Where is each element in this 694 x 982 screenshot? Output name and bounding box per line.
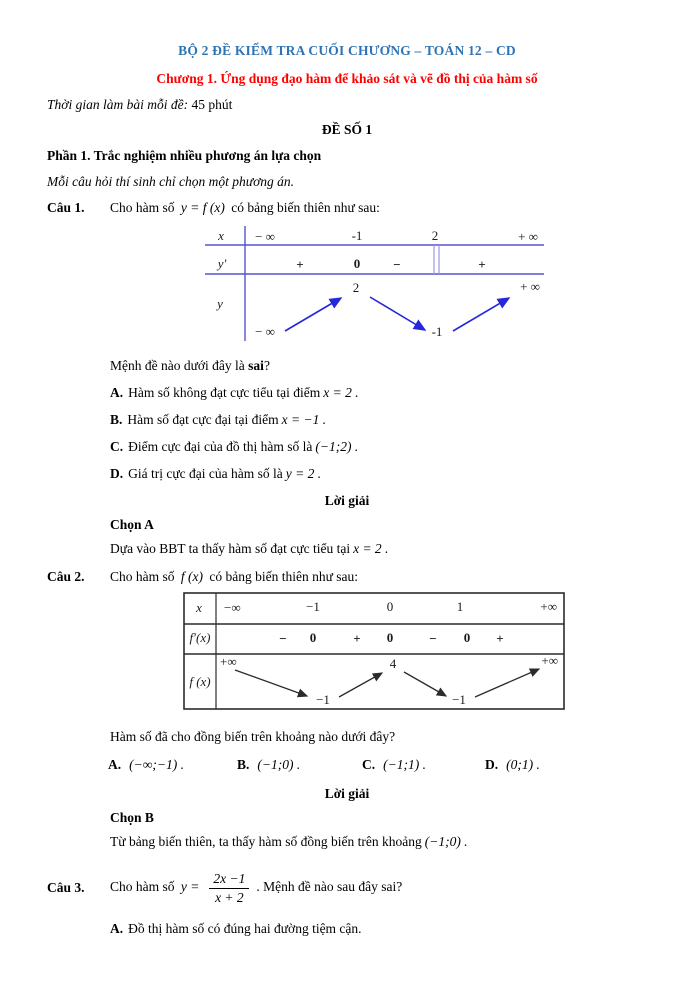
bbt2-f-min1: −1 [316, 692, 330, 707]
bbt1-arrow-up-1 [285, 298, 341, 331]
option-text: Điểm cực đại của đồ thị hàm số là [128, 439, 313, 454]
question3-label: Câu 3. [47, 880, 85, 895]
explanation-period: . [384, 541, 389, 556]
question1-stem-math: y = f (x) [180, 200, 225, 215]
option-period: . [296, 757, 300, 772]
bbt1-x-label: x [218, 228, 224, 243]
option-text: Giá trị cực đại của hàm số là [128, 466, 283, 481]
question1-option-a [110, 379, 647, 406]
option-period: . [354, 385, 359, 400]
document-title: BỘ 2 ĐỀ KIỂM TRA CUỐI CHƯƠNG – TOÁN 12 – CD [178, 43, 516, 58]
question2-stem-post: có bảng biến thiên như sau: [209, 569, 359, 584]
option-label: A. [110, 921, 124, 936]
option-math: x = 2 [323, 385, 352, 400]
bbt2-fprime-label: f′(x) [189, 630, 211, 645]
option-math: (−1;2) [315, 439, 352, 454]
exam-number: ĐỀ SỐ 1 [321, 122, 373, 137]
explanation-period: . [463, 834, 468, 849]
option-math: (−1;1) [383, 757, 420, 772]
option-math: x = −1 [281, 412, 320, 427]
question2-stem-math: f (x) [180, 569, 203, 584]
bbt1-yprime-sign: − [393, 257, 401, 272]
question1-option-d [110, 460, 647, 487]
bbt1-y-label: y [217, 296, 223, 311]
question2-option-d [485, 750, 540, 780]
option-period: . [536, 757, 540, 772]
explanation-math: x = 2 [353, 541, 382, 556]
option-math: (0;1) [506, 757, 534, 772]
question1-prompt [110, 352, 647, 379]
option-label: C. [110, 439, 124, 454]
variation-table-q2-svg [183, 592, 565, 710]
question1-prompt-post: ? [263, 358, 270, 373]
question2-stem [47, 567, 647, 587]
time-limit-line [47, 96, 647, 113]
bbt1-yprime-sign: + [478, 257, 486, 272]
question3-stem [47, 866, 647, 910]
time-limit-label: Thời gian làm bài mỗi đề: [47, 97, 189, 112]
question1-option-b [110, 406, 647, 433]
bbt2-fprime-sign: + [496, 631, 504, 646]
bbt2-x-value: 1 [456, 599, 464, 614]
bbt2-fprime-sign: − [429, 631, 437, 646]
question2-choice: Chọn B [110, 810, 154, 825]
bbt2-fprime-sign: 0 [309, 630, 317, 645]
bbt1-yprime-sign: + [296, 257, 304, 272]
option-text: Hàm số đạt cực đại tại điểm [127, 412, 279, 427]
option-math: y = 2 [285, 466, 315, 481]
question2-explanation [110, 830, 647, 854]
question2-option-b [237, 750, 300, 780]
bbt2-f-start: +∞ [220, 654, 237, 669]
question2-stem-pre: Cho hàm số [110, 569, 175, 584]
question1-prompt-bold: sai [248, 358, 264, 373]
option-period: . [422, 757, 426, 772]
variation-table-q1 [197, 224, 647, 348]
bbt1-y-start: − ∞ [255, 324, 275, 339]
bbt2-x-value: −∞ [224, 600, 241, 615]
option-label: D. [110, 466, 124, 481]
question2-label: Câu 2. [47, 569, 85, 584]
fraction-denominator: x + 2 [215, 889, 244, 905]
question1-label: Câu 1. [47, 200, 85, 215]
variation-table-q1-svg [197, 224, 557, 344]
fraction [206, 871, 252, 905]
option-math: (−∞;−1) [129, 757, 178, 772]
question1-prompt-pre: Mệnh đề nào dưới đây là [110, 358, 245, 373]
question1-explanation [110, 537, 647, 561]
question3-y-equals: y = [180, 879, 200, 895]
question1-option-c [110, 433, 647, 460]
time-limit-value: 45 phút [191, 97, 233, 112]
option-text: Đồ thị hàm số có đúng hai đường tiệm cận. [128, 921, 362, 936]
bbt2-arrow-down-1 [235, 670, 307, 696]
option-text: Hàm số không đạt cực tiểu tại điểm [128, 385, 321, 400]
question1-stem [47, 198, 647, 218]
bbt2-x-value: +∞ [540, 599, 557, 614]
bbt2-x-value: −1 [306, 599, 320, 614]
option-math: (−1;0) [257, 757, 294, 772]
question1-solution-heading: Lời giải [324, 493, 370, 508]
bbt2-x-label: x [196, 600, 202, 615]
explanation-text: Dựa vào BBT ta thấy hàm số đạt cực tiểu tại [110, 541, 351, 556]
option-label: A. [110, 385, 124, 400]
question1-choice: Chọn A [110, 517, 154, 532]
bbt1-y-end: + ∞ [520, 279, 540, 294]
option-label: B. [110, 412, 123, 427]
option-label: B. [237, 757, 250, 772]
part1-heading: Phần 1. Trắc nghiệm nhiều phương án lựa chọn [47, 148, 322, 163]
bbt1-x-value: -1 [351, 228, 363, 243]
bbt2-arrow-up-1 [339, 673, 382, 697]
bbt2-fprime-sign: − [279, 631, 287, 646]
bbt2-f-min2: −1 [452, 692, 466, 707]
bbt2-arrow-down-2 [404, 672, 446, 696]
bbt1-yprime-sign: 0 [353, 256, 361, 271]
bbt2-f-label: f (x) [189, 674, 211, 689]
option-period: . [354, 439, 358, 454]
question1-stem-post: có bảng biến thiên như sau: [231, 200, 380, 215]
bbt1-y-max: 2 [352, 280, 360, 295]
option-period: . [317, 466, 321, 481]
bbt2-x-value: 0 [386, 599, 394, 614]
explanation-text: Từ bảng biến thiên, ta thấy hàm số đồng biến trên khoảng [110, 834, 422, 849]
bbt2-arrow-up-2 [475, 669, 539, 697]
bbt1-x-value: 2 [431, 228, 439, 243]
question3-option-a [110, 915, 647, 942]
option-label: C. [362, 757, 376, 772]
option-label: A. [108, 757, 122, 772]
variation-table-q2 [183, 592, 647, 714]
bbt1-arrow-up-2 [453, 298, 509, 331]
question1-stem-pre: Cho hàm số [110, 200, 175, 215]
bbt1-yprime-label: y′ [217, 256, 227, 271]
question2-option-c [362, 750, 426, 780]
part1-note: Mỗi câu hỏi thí sinh chỉ chọn một phương án. [47, 174, 295, 189]
bbt1-y-min: -1 [431, 324, 443, 339]
bbt1-x-value: − ∞ [255, 229, 275, 244]
bbt1-x-value: + ∞ [518, 229, 538, 244]
question3-stem-pre: Cho hàm số [110, 879, 175, 895]
option-period: . [322, 412, 326, 427]
question2-option-a [108, 750, 184, 780]
bbt2-f-max: 4 [389, 656, 397, 671]
bbt2-fprime-sign: + [353, 631, 361, 646]
chapter-subtitle: Chương 1. Ứng dụng đạo hàm để khảo sát và vẽ đồ thị của hàm số [156, 71, 538, 86]
fraction-numerator: 2x −1 [209, 871, 249, 889]
bbt2-fprime-sign: 0 [386, 630, 394, 645]
bbt2-fprime-sign: 0 [463, 630, 471, 645]
explanation-math: (−1;0) [424, 834, 461, 849]
question2-prompt: Hàm số đã cho đồng biến trên khoảng nào dưới đây? [110, 729, 396, 744]
question2-options-row [47, 750, 647, 780]
bbt2-f-end: +∞ [541, 653, 558, 668]
option-label: D. [485, 757, 499, 772]
bbt1-arrow-down [370, 297, 425, 330]
option-period: . [180, 757, 184, 772]
question3-stem-post: . Mệnh đề nào sau đây sai? [256, 879, 403, 895]
question2-solution-heading: Lời giải [324, 786, 370, 801]
